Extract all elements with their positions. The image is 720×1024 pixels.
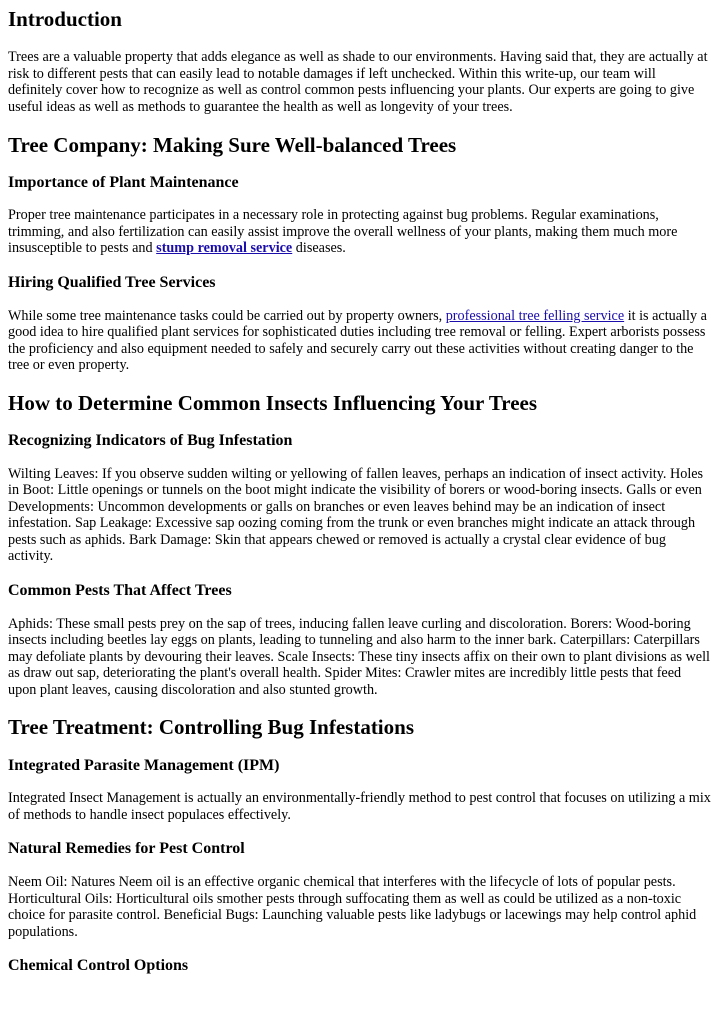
section1-sub1-text-after: diseases.: [292, 240, 346, 256]
section1-heading: Tree Company: Making Sure Well-balanced Trees: [8, 133, 457, 157]
section2-sub1-paragraph: Wilting Leaves: If you observe sudden wilting or yellowing of fallen leaves, perhaps an indication of insect activity. Holes in Boot: Little openings or tunnels on the boot might indicate the visibility of borers or wood-boring insects. Galls or even Developments: Uncommon developments or galls on branches or even leaves behind may be an indication of insect infestation. Sap Leakage: Excessive sap oozing coming from the trunk or even branches might indicate an attack through pests such as aphids. Bark Damage: Skin that appears chewed or removed is actually a crystal clear evidence of bug activity.: [8, 465, 704, 564]
section2-sub1-heading: Recognizing Indicators of Bug Infestation: [8, 431, 293, 449]
intro-heading: Introduction: [8, 7, 122, 31]
section3-sub1-heading: Integrated Parasite Management (IPM): [8, 757, 280, 774]
section1-sub2-text-before: While some tree maintenance tasks could be carried out by property owners,: [8, 307, 446, 324]
stump-removal-link[interactable]: stump removal service: [156, 240, 293, 256]
section1-sub1-text-before: Proper tree maintenance participates in a necessary role in protecting against bug problems. Regular examinations, trimming, and also fertilization can easily assist improve the overall wellness of your plants, making them much more insusceptible to pests and: [8, 207, 678, 256]
section3-sub2-paragraph: Neem Oil: Natures Neem oil is an effective organic chemical that interferes with the lifecycle of lots of popular pests. Horticultural Oils: Horticultural oils smother pests through suffocating them as well as could be utilized as a non-toxic choice for parasite control. Beneficial Bugs: Launching valuable pests like ladybugs or lacewings may help control aphid populations.: [8, 874, 697, 940]
section2-sub2-heading: Common Pests That Affect Trees: [8, 581, 232, 599]
section3-sub1-paragraph: Integrated Insect Management is actually an environmentally-friendly method to pest control that focuses on utilizing a mix of methods to handle insect populaces effectively.: [8, 790, 711, 823]
section3-heading: Tree Treatment: Controlling Bug Infestations: [8, 715, 414, 739]
intro-paragraph: Trees are a valuable property that adds elegance as well as shade to our environments. Having said that, they are actually at risk to different pests that can easily lead to notable damages if left unchecked. Within this write-up, our team will definitely cover how to recognize as well as control common pests influencing your plants. Our experts are going to give useful ideas as well as methods to guarantee the health as well as longevity of your trees.: [8, 49, 708, 115]
section1-sub2-heading: Hiring Qualified Tree Services: [8, 273, 216, 291]
section1-sub1-paragraph: [8, 207, 712, 257]
tree-felling-link[interactable]: professional tree felling service: [445, 307, 625, 324]
section1-sub2-paragraph: [8, 308, 712, 374]
section1-sub1-heading: Importance of Plant Maintenance: [8, 174, 239, 191]
section3-sub3-heading: Chemical Control Options: [8, 957, 189, 974]
section3-sub2-heading: Natural Remedies for Pest Control: [8, 840, 245, 857]
section1-sub2-text-after: it is actually a good idea to hire qualified plant services for sophisticated duties including tree removal or felling. Expert arborists possess the proficiency and also equipment needed to safely and securely carry out these activities without creating danger to the tree or even property.: [8, 307, 707, 373]
article: [0, 6, 720, 976]
section2-heading: How to Determine Common Insects Influencing Your Trees: [8, 390, 538, 415]
section2-sub2-paragraph: Aphids: These small pests prey on the sap of trees, inducing fallen leave curling and discoloration. Borers: Wood-boring insects including beetles lay eggs on plants, leading to tunneling and also harm to the inner bark. Caterpillars: Caterpillars may defoliate plants by devouring their leaves. Scale Insects: These tiny insects affix on their own to plant divisions as well as draw out sap, deteriorating the plant's overall health. Spider Mites: Crawler mites are incredibly little pests that feed upon plant leaves, causing discoloration and also stunted growth.: [8, 615, 710, 698]
